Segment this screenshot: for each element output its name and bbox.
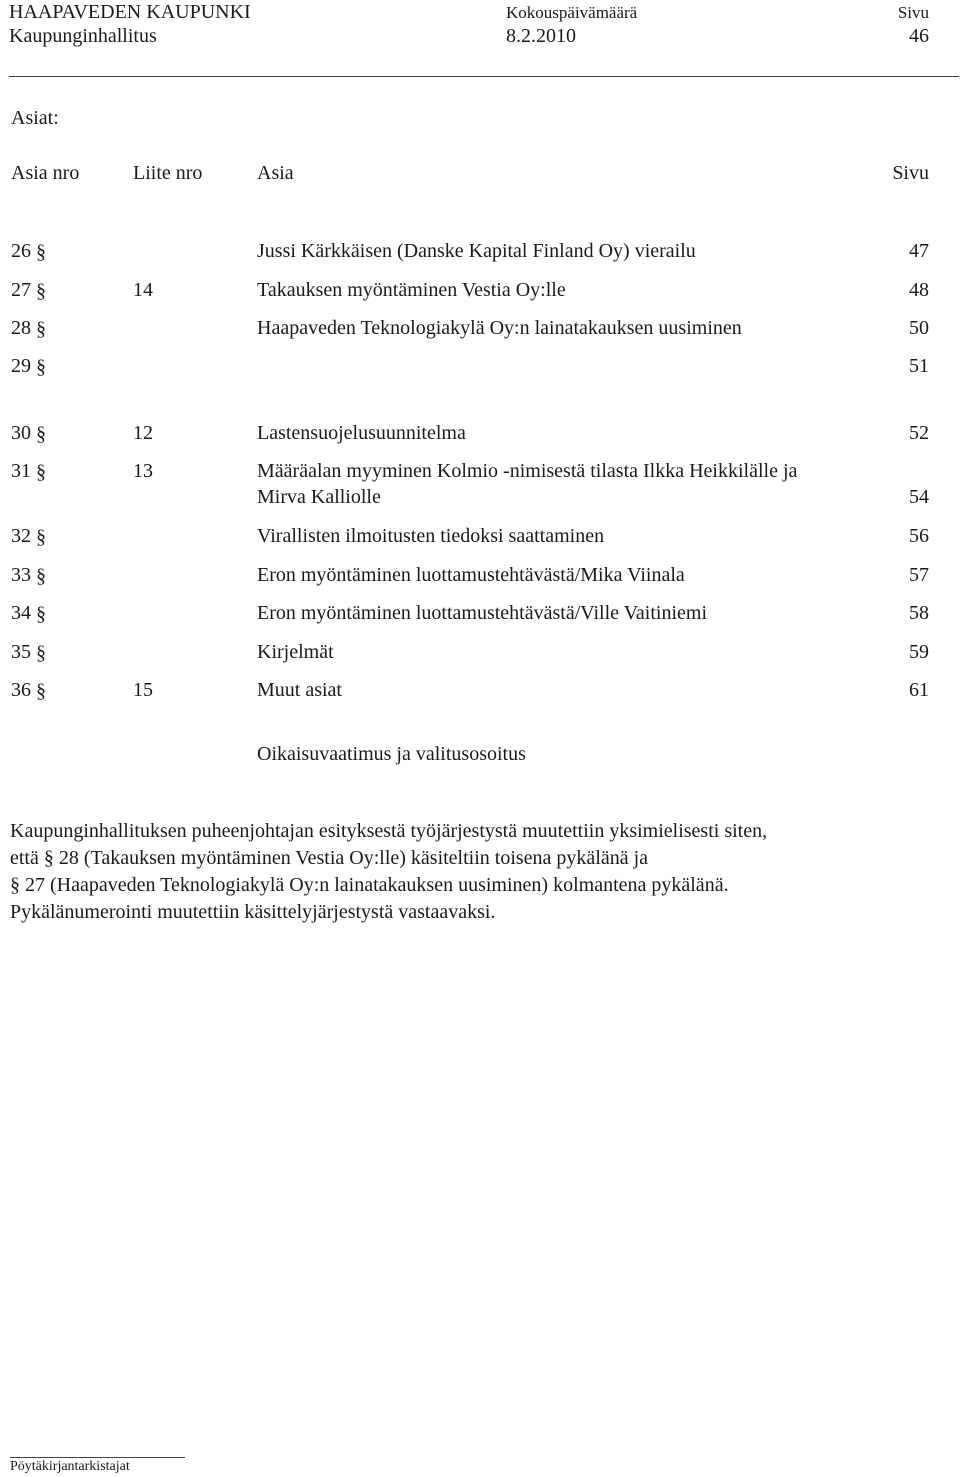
header-divider (9, 76, 959, 77)
item-topic: Eron myöntäminen luottamustehtävästä/Ville Vaitiniemi (257, 602, 708, 624)
agenda-order-note (10, 818, 910, 926)
attachment-number: 14 (133, 279, 153, 301)
item-number: 35 (11, 641, 31, 663)
note-line: että § 28 (Takauksen myöntäminen Vestia Oy:lle) käsiteltiin toisena pykälänä ja (10, 847, 649, 869)
section-sign: § (36, 642, 46, 664)
section-sign: § (36, 526, 46, 548)
item-topic: Eron myöntäminen luottamustehtävästä/Mika Viinala (257, 564, 685, 586)
item-number: 26 (11, 240, 31, 262)
attachment-number: 15 (133, 679, 153, 701)
page-header (9, 0, 929, 50)
column-header-asia: Asia (257, 162, 294, 184)
section-sign: § (36, 356, 46, 378)
item-page: 58 (909, 602, 929, 624)
note-line: Kaupunginhallituksen puheenjohtajan esityksestä työjärjestystä muutettiin yksimielisesti siten, (10, 820, 768, 842)
item-topic: Kirjelmät (257, 641, 334, 663)
attachment-number: 13 (133, 460, 153, 482)
signature-line (10, 1457, 185, 1458)
item-page: 59 (909, 641, 929, 663)
item-page: 54 (909, 486, 929, 508)
item-page: 51 (909, 355, 929, 377)
appeal-instructions: Oikaisuvaatimus ja valitusosoitus (257, 743, 526, 765)
page-number: 46 (909, 25, 929, 47)
item-number: 31 (11, 460, 31, 482)
section-sign: § (36, 423, 46, 445)
item-topic: Muut asiat (257, 679, 342, 701)
meeting-date-label: Kokouspäivämäärä (506, 3, 638, 22)
column-header-sivu: Sivu (892, 162, 929, 184)
item-page: 48 (909, 279, 929, 301)
footer-reviewers: Pöytäkirjantarkistajat (10, 1459, 130, 1474)
item-page: 57 (909, 564, 929, 586)
board-name: Kaupunginhallitus (9, 25, 157, 47)
item-topic-continued: Mirva Kalliolle (257, 486, 381, 508)
note-line: Pykälänumerointi muutettiin käsittelyjärjestystä vastaavaksi. (10, 901, 496, 923)
section-sign: § (36, 680, 46, 702)
item-number: 34 (11, 602, 31, 624)
section-sign: § (36, 461, 46, 483)
column-header-liite: Liite nro (133, 162, 203, 184)
item-page: 47 (909, 240, 929, 262)
item-number: 30 (11, 422, 31, 444)
item-topic: Virallisten ilmoitusten tiedoksi saattaminen (257, 525, 605, 547)
section-sign: § (36, 603, 46, 625)
note-line: § 27 (Haapaveden Teknologiakylä Oy:n lainatakauksen uusiminen) kolmantena pykälänä. (10, 874, 729, 896)
section-sign: § (36, 241, 46, 263)
item-number: 36 (11, 679, 31, 701)
meeting-date: 8.2.2010 (506, 25, 576, 47)
item-number: 28 (11, 317, 31, 339)
section-sign: § (36, 280, 46, 302)
item-page: 50 (909, 317, 929, 339)
item-page: 52 (909, 422, 929, 444)
section-sign: § (36, 318, 46, 340)
item-topic: Määräalan myyminen Kolmio -nimisestä tilasta Ilkka Heikkilälle ja (257, 460, 798, 482)
item-topic: Haapaveden Teknologiakylä Oy:n lainatakauksen uusiminen (257, 317, 742, 339)
item-topic: Jussi Kärkkäisen (Danske Kapital Finland Oy) vierailu (257, 240, 696, 262)
section-title: Asiat: (11, 107, 59, 129)
page-label: Sivu (897, 3, 929, 22)
item-number: 27 (11, 279, 31, 301)
organization-name: HAAPAVEDEN KAUPUNKI (9, 1, 251, 23)
item-topic: Takauksen myöntäminen Vestia Oy:lle (257, 279, 566, 301)
item-page: 61 (909, 679, 929, 701)
section-sign: § (36, 565, 46, 587)
attachment-number: 12 (133, 422, 153, 444)
item-topic: Lastensuojelusuunnitelma (257, 422, 466, 444)
column-header-nro: Asia nro (11, 162, 80, 184)
item-number: 29 (11, 355, 31, 377)
item-number: 32 (11, 525, 31, 547)
item-page: 56 (909, 525, 929, 547)
item-number: 33 (11, 564, 31, 586)
